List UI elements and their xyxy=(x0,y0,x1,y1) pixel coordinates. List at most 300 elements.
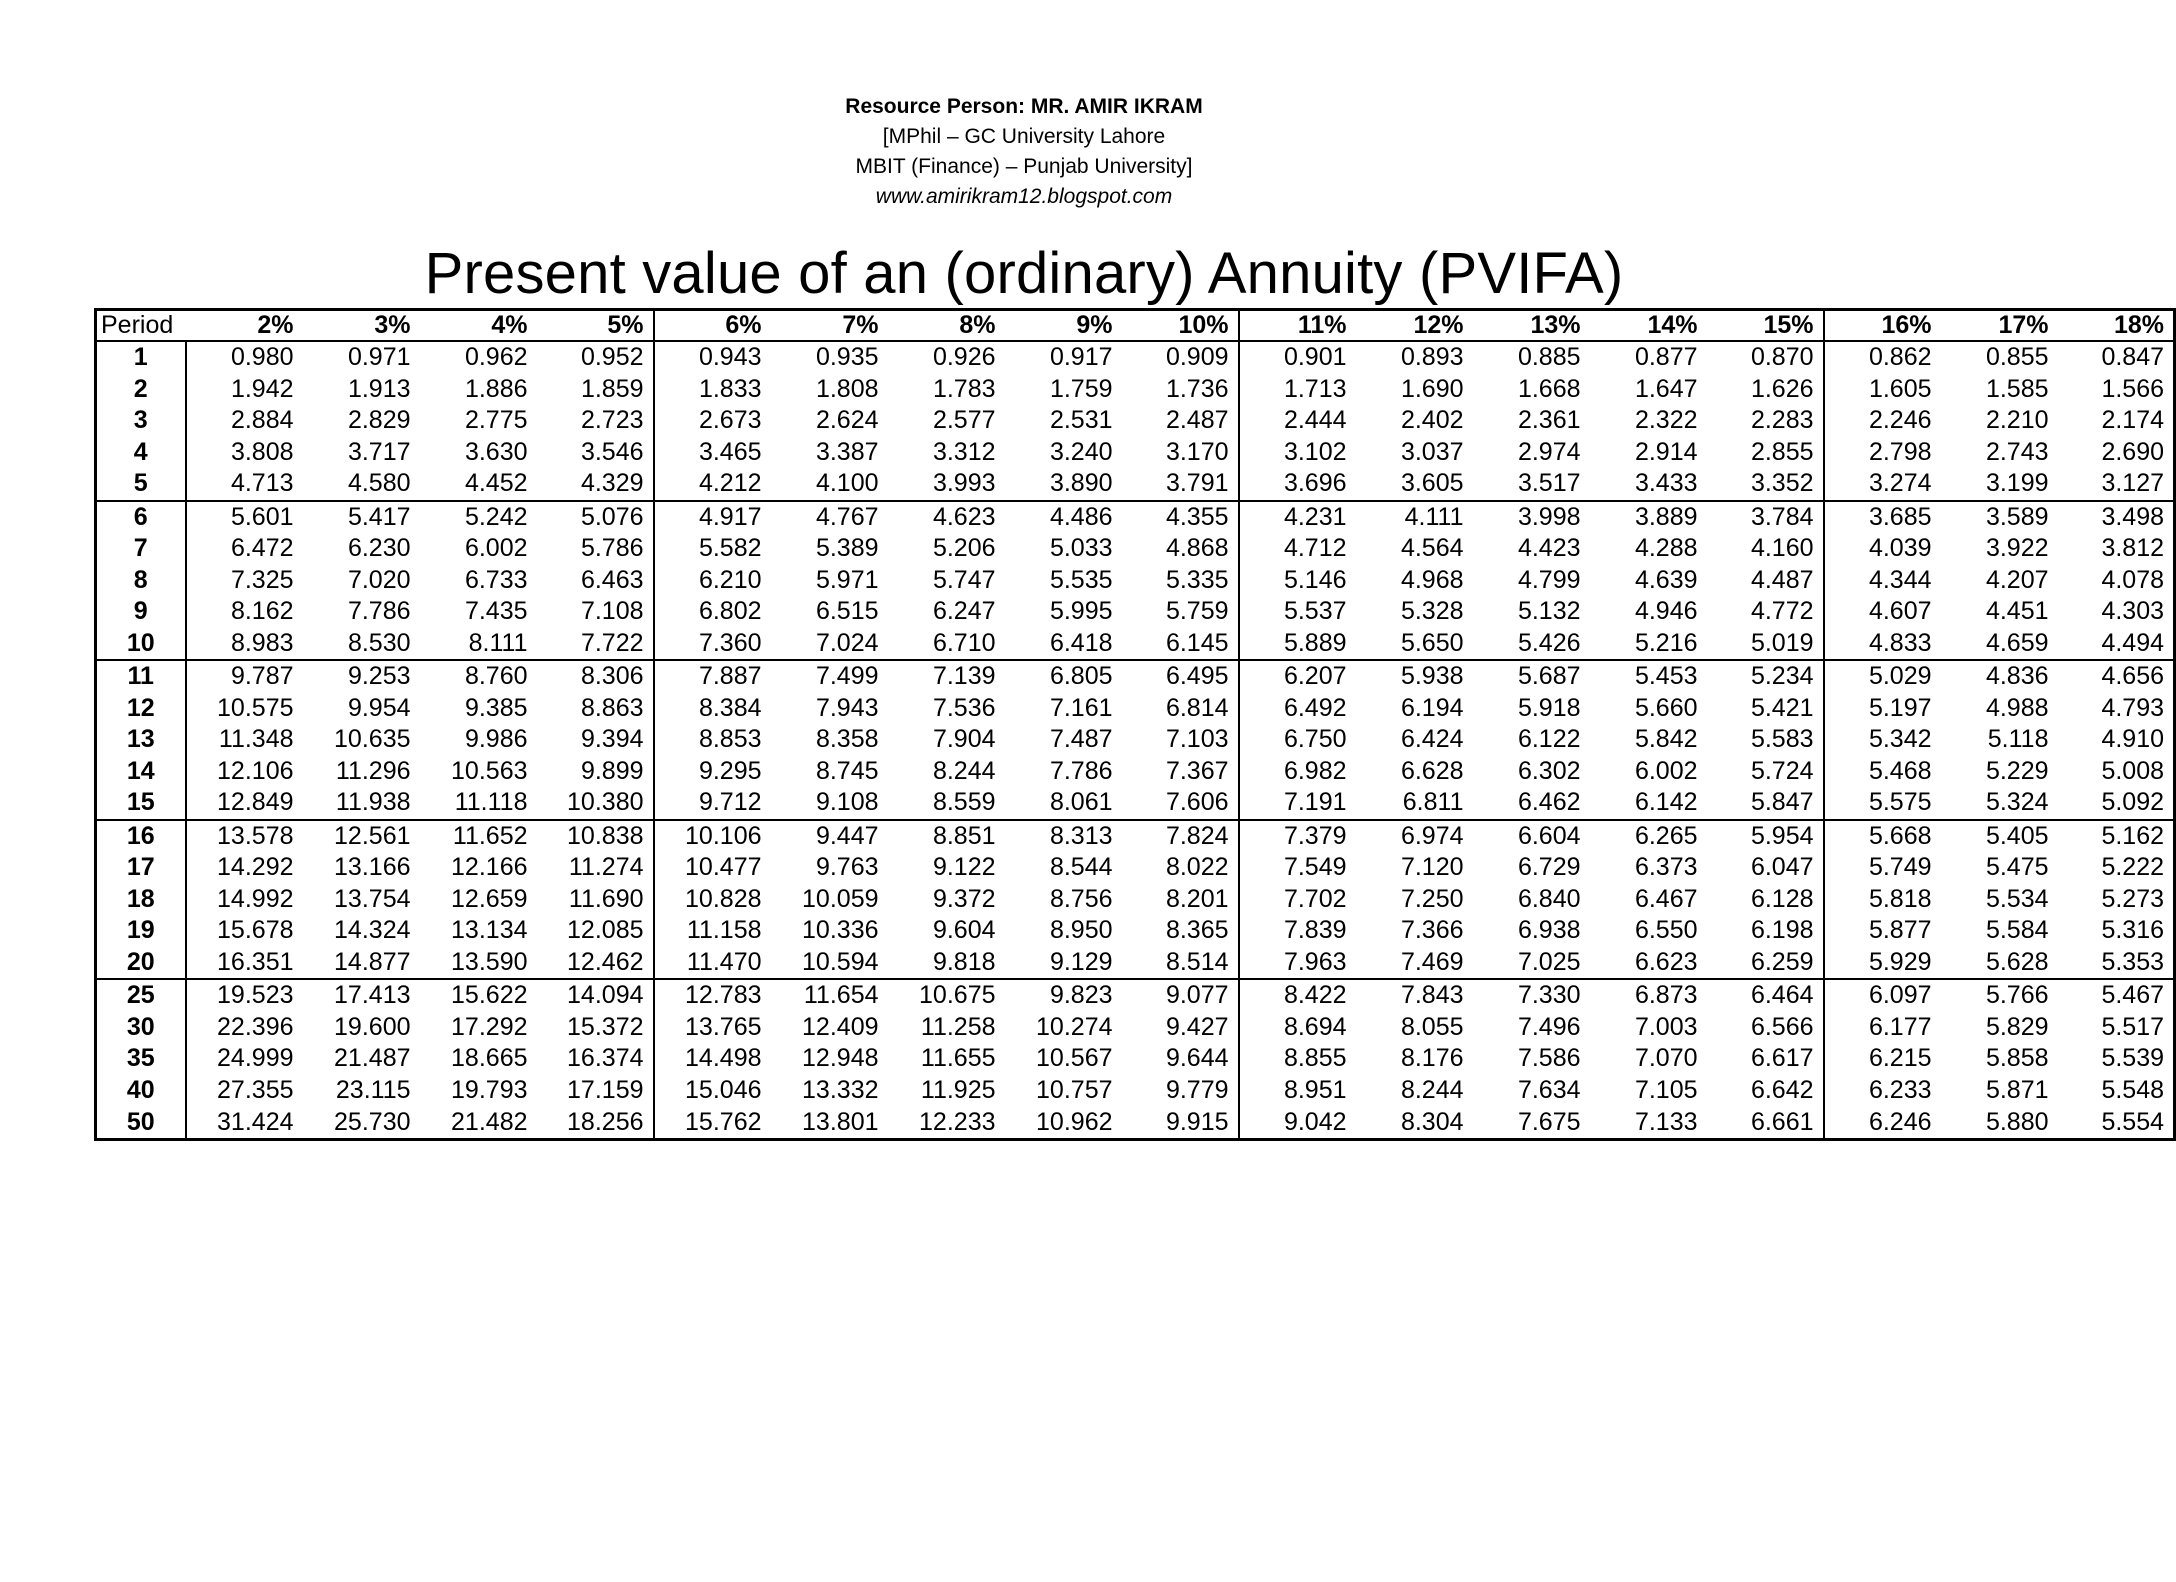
factor-cell: 9.915 xyxy=(1122,1106,1239,1139)
factor-cell: 1.859 xyxy=(537,374,654,405)
factor-cell: 4.212 xyxy=(654,468,771,501)
table-row xyxy=(96,501,2175,534)
factor-cell: 6.710 xyxy=(888,628,1005,661)
factor-cell: 8.365 xyxy=(1122,915,1239,946)
factor-cell: 12.849 xyxy=(186,787,303,820)
factor-cell: 25.730 xyxy=(334,1107,411,1136)
period-cell: 9 xyxy=(96,596,186,627)
factor-cell: 2.624 xyxy=(815,406,879,435)
factor-cell: 3.387 xyxy=(815,437,879,466)
factor-cell: 3.274 xyxy=(1824,468,1941,501)
factor-cell: 14.292 xyxy=(217,853,294,882)
resource-person: Resource Person: MR. AMIR IKRAM xyxy=(845,95,1203,118)
factor-cell: 3.890 xyxy=(1005,468,1122,501)
factor-cell: 5.539 xyxy=(2101,1044,2164,1073)
factor-cell: 17.292 xyxy=(451,1012,528,1041)
factor-cell: 15.678 xyxy=(217,916,294,945)
factor-cell: 6.233 xyxy=(1868,1075,1932,1104)
factor-cell: 5.575 xyxy=(1824,787,1941,820)
factor-cell: 4.659 xyxy=(1941,628,2058,661)
factor-cell: 12.948 xyxy=(802,1044,879,1073)
factor-cell: 5.749 xyxy=(1868,853,1932,882)
factor-cell: 6.604 xyxy=(1517,821,1581,850)
factor-cell: 5.316 xyxy=(2101,916,2164,945)
factor-cell: 6.550 xyxy=(1634,916,1698,945)
factor-cell: 12.085 xyxy=(537,915,654,946)
factor-cell: 14.498 xyxy=(685,1044,762,1073)
credential-line-2: MBIT (Finance) – Punjab University] xyxy=(855,155,1193,178)
period-cell: 19 xyxy=(96,915,186,946)
factor-cell: 7.943 xyxy=(815,693,879,722)
factor-cell: 10.274 xyxy=(1036,1012,1113,1041)
factor-cell: 3.037 xyxy=(1400,437,1464,466)
factor-cell: 6.492 xyxy=(1283,693,1347,722)
factor-cell: 9.108 xyxy=(771,787,888,820)
factor-cell: 9.818 xyxy=(888,947,1005,980)
factor-cell: 5.475 xyxy=(1985,853,2049,882)
factor-cell: 22.396 xyxy=(217,1012,294,1041)
factor-cell: 0.870 xyxy=(1707,341,1824,374)
factor-cell: 18.256 xyxy=(537,1106,654,1139)
table-row xyxy=(96,341,2175,374)
factor-cell: 6.047 xyxy=(1707,852,1824,883)
factor-cell: 2.577 xyxy=(932,406,996,435)
rate-header: 13% xyxy=(1473,310,1590,342)
period-cell: 40 xyxy=(96,1075,186,1106)
factor-cell: 1.736 xyxy=(1122,374,1239,405)
factor-cell: 0.847 xyxy=(2101,343,2164,372)
factor-cell: 7.904 xyxy=(932,725,996,754)
factor-cell: 4.656 xyxy=(2101,662,2164,691)
factor-cell: 7.824 xyxy=(1122,820,1239,853)
factor-cell: 6.247 xyxy=(932,597,996,626)
factor-cell: 10.380 xyxy=(537,787,654,820)
factor-cell: 9.394 xyxy=(537,724,654,755)
factor-cell: 5.197 xyxy=(1868,693,1932,722)
factor-cell: 11.938 xyxy=(303,787,420,820)
factor-cell: 6.194 xyxy=(1400,693,1464,722)
factor-cell: 5.929 xyxy=(1824,947,1941,980)
factor-cell: 11.296 xyxy=(335,756,411,785)
factor-cell: 8.983 xyxy=(186,628,303,661)
factor-cell: 6.467 xyxy=(1634,884,1698,913)
period-cell: 7 xyxy=(96,533,186,564)
factor-cell: 24.999 xyxy=(217,1044,294,1073)
factor-cell: 2.884 xyxy=(230,406,294,435)
factor-cell: 7.536 xyxy=(932,693,996,722)
period-cell: 17 xyxy=(96,852,186,883)
factor-cell: 10.106 xyxy=(685,821,762,850)
factor-cell: 5.871 xyxy=(1985,1075,2049,1104)
factor-cell: 11.158 xyxy=(686,916,762,945)
factor-cell: 9.779 xyxy=(1122,1075,1239,1106)
factor-cell: 0.855 xyxy=(1985,343,2049,372)
factor-cell: 5.889 xyxy=(1239,628,1356,661)
factor-cell: 11.348 xyxy=(218,725,294,754)
factor-cell: 4.344 xyxy=(1868,565,1932,594)
factor-cell: 5.008 xyxy=(2101,756,2164,785)
factor-cell: 8.559 xyxy=(888,787,1005,820)
factor-cell: 6.515 xyxy=(815,597,879,626)
factor-cell: 1.808 xyxy=(815,374,879,403)
factor-cell: 3.199 xyxy=(1941,468,2058,501)
factor-cell: 0.862 xyxy=(1868,343,1932,372)
factor-cell: 6.938 xyxy=(1517,916,1581,945)
factor-cell: 3.812 xyxy=(2101,534,2164,563)
factor-cell: 5.242 xyxy=(464,502,528,531)
factor-cell: 4.639 xyxy=(1634,565,1698,594)
factor-cell: 7.330 xyxy=(1517,981,1581,1010)
factor-cell: 5.829 xyxy=(1985,1012,2049,1041)
factor-cell: 1.942 xyxy=(230,374,294,403)
factor-cell: 6.873 xyxy=(1634,981,1698,1010)
factor-cell: 6.302 xyxy=(1517,756,1581,785)
factor-cell: 2.402 xyxy=(1400,406,1464,435)
factor-cell: 9.763 xyxy=(815,853,879,882)
period-cell: 13 xyxy=(96,724,186,755)
factor-cell: 9.295 xyxy=(698,756,762,785)
period-header: Period xyxy=(96,310,186,342)
factor-cell: 5.938 xyxy=(1400,662,1464,691)
factor-cell: 3.784 xyxy=(1707,501,1824,534)
table-row xyxy=(96,565,2175,596)
factor-cell: 6.623 xyxy=(1590,947,1707,980)
factor-cell: 8.061 xyxy=(1005,787,1122,820)
factor-cell: 3.685 xyxy=(1868,502,1932,531)
factor-cell: 1.713 xyxy=(1283,374,1347,403)
factor-cell: 10.962 xyxy=(1036,1107,1113,1136)
factor-cell: 15.622 xyxy=(451,981,528,1010)
factor-cell: 8.745 xyxy=(815,756,879,785)
factor-cell: 6.472 xyxy=(230,534,294,563)
factor-cell: 10.575 xyxy=(217,693,294,722)
factor-cell: 5.877 xyxy=(1868,916,1932,945)
factor-cell: 7.487 xyxy=(1049,725,1113,754)
period-cell: 10 xyxy=(96,628,186,661)
factor-cell: 8.530 xyxy=(303,628,420,661)
factor-cell: 6.002 xyxy=(1634,756,1698,785)
table-row xyxy=(96,947,2175,980)
factor-cell: 2.829 xyxy=(347,406,411,435)
factor-cell: 7.722 xyxy=(537,628,654,661)
factor-cell: 0.917 xyxy=(1049,343,1113,372)
factor-cell: 8.313 xyxy=(1049,821,1113,850)
factor-cell: 9.712 xyxy=(654,787,771,820)
factor-cell: 8.306 xyxy=(537,660,654,693)
factor-cell: 4.713 xyxy=(186,468,303,501)
factor-cell: 6.215 xyxy=(1868,1044,1932,1073)
factor-cell: 5.335 xyxy=(1122,565,1239,596)
factor-cell: 5.995 xyxy=(1049,597,1113,626)
factor-cell: 3.998 xyxy=(1517,502,1581,531)
factor-cell: 11.258 xyxy=(920,1012,996,1041)
factor-cell: 5.342 xyxy=(1868,725,1932,754)
factor-cell: 6.982 xyxy=(1283,756,1347,785)
factor-cell: 5.234 xyxy=(1707,660,1824,693)
factor-cell: 5.076 xyxy=(537,501,654,534)
table-row xyxy=(96,820,2175,853)
factor-cell: 14.992 xyxy=(217,884,294,913)
rate-header: 3% xyxy=(303,310,420,342)
factor-cell: 6.142 xyxy=(1590,787,1707,820)
factor-cell: 8.950 xyxy=(1049,916,1113,945)
factor-cell: 4.355 xyxy=(1122,501,1239,534)
factor-cell: 0.943 xyxy=(698,343,762,372)
factor-cell: 5.724 xyxy=(1707,756,1824,787)
period-cell: 16 xyxy=(96,820,186,853)
factor-cell: 5.584 xyxy=(1985,916,2049,945)
period-cell: 3 xyxy=(96,405,186,436)
factor-cell: 5.747 xyxy=(932,565,996,594)
factor-cell: 4.423 xyxy=(1517,534,1581,563)
period-cell: 6 xyxy=(96,501,186,534)
period-cell: 25 xyxy=(96,979,186,1012)
factor-cell: 7.367 xyxy=(1122,756,1239,787)
factor-cell: 6.617 xyxy=(1707,1043,1824,1074)
factor-cell: 21.487 xyxy=(334,1044,411,1073)
factor-cell: 4.712 xyxy=(1283,534,1347,563)
factor-cell: 7.366 xyxy=(1400,916,1464,945)
factor-cell: 7.469 xyxy=(1356,947,1473,980)
factor-cell: 6.811 xyxy=(1356,787,1473,820)
factor-cell: 11.925 xyxy=(920,1075,996,1104)
factor-cell: 5.353 xyxy=(2058,947,2175,980)
factor-cell: 11.655 xyxy=(920,1044,996,1073)
factor-cell: 7.379 xyxy=(1283,821,1347,850)
factor-cell: 4.039 xyxy=(1868,534,1932,563)
factor-cell: 5.847 xyxy=(1707,787,1824,820)
factor-cell: 1.585 xyxy=(1985,374,2049,403)
factor-cell: 0.962 xyxy=(464,343,528,372)
factor-cell: 7.070 xyxy=(1634,1044,1698,1073)
factor-cell: 9.427 xyxy=(1122,1012,1239,1043)
factor-cell: 2.673 xyxy=(698,406,762,435)
factor-cell: 3.696 xyxy=(1239,468,1356,501)
rate-header: 5% xyxy=(537,310,654,342)
table-row xyxy=(96,693,2175,724)
factor-cell: 0.971 xyxy=(347,343,411,372)
factor-cell: 1.626 xyxy=(1707,374,1824,405)
factor-cell: 10.594 xyxy=(771,947,888,980)
rate-header: 6% xyxy=(654,310,771,342)
factor-cell: 5.273 xyxy=(2101,884,2164,913)
factor-cell: 3.791 xyxy=(1122,468,1239,501)
rate-header: 11% xyxy=(1239,310,1356,342)
factor-cell: 12.166 xyxy=(451,853,528,882)
table-row xyxy=(96,756,2175,787)
factor-cell: 10.567 xyxy=(1036,1044,1113,1073)
factor-cell: 3.605 xyxy=(1356,468,1473,501)
factor-cell: 5.229 xyxy=(1985,756,2049,785)
factor-cell: 13.801 xyxy=(802,1107,879,1136)
factor-cell: 7.496 xyxy=(1517,1012,1581,1041)
factor-cell: 0.893 xyxy=(1400,343,1464,372)
factor-cell: 12.462 xyxy=(537,947,654,980)
factor-cell: 2.361 xyxy=(1517,406,1581,435)
period-cell: 8 xyxy=(96,565,186,596)
factor-cell: 2.775 xyxy=(464,406,528,435)
factor-cell: 5.858 xyxy=(1985,1044,2049,1073)
factor-cell: 5.328 xyxy=(1400,597,1464,626)
factor-cell: 6.207 xyxy=(1283,662,1347,691)
factor-cell: 7.360 xyxy=(654,628,771,661)
factor-cell: 9.644 xyxy=(1122,1043,1239,1074)
factor-cell: 10.059 xyxy=(802,884,879,913)
period-cell: 20 xyxy=(96,947,186,980)
factor-cell: 7.675 xyxy=(1517,1107,1581,1136)
factor-cell: 0.952 xyxy=(537,341,654,374)
rate-header: 12% xyxy=(1356,310,1473,342)
factor-cell: 3.546 xyxy=(537,437,654,468)
factor-cell: 5.537 xyxy=(1283,597,1347,626)
factor-cell: 9.447 xyxy=(815,821,879,850)
rate-header: 18% xyxy=(2058,310,2175,342)
period-cell: 14 xyxy=(96,756,186,787)
factor-cell: 23.115 xyxy=(335,1075,411,1104)
factor-cell: 27.355 xyxy=(217,1075,294,1104)
table-row xyxy=(96,884,2175,915)
period-cell: 2 xyxy=(96,374,186,405)
factor-cell: 4.767 xyxy=(815,502,879,531)
factor-cell: 7.191 xyxy=(1239,787,1356,820)
factor-cell: 8.384 xyxy=(698,693,762,722)
factor-cell: 5.132 xyxy=(1517,597,1581,626)
factor-cell: 4.988 xyxy=(1985,693,2049,722)
rate-header: 15% xyxy=(1707,310,1824,342)
table-row xyxy=(96,374,2175,405)
factor-cell: 2.974 xyxy=(1517,437,1581,466)
factor-cell: 6.424 xyxy=(1400,725,1464,754)
factor-cell: 12.561 xyxy=(334,821,411,850)
factor-cell: 3.498 xyxy=(2101,502,2164,531)
table-row xyxy=(96,596,2175,627)
factor-cell: 5.918 xyxy=(1517,693,1581,722)
factor-cell: 5.554 xyxy=(2101,1107,2164,1136)
factor-cell: 5.468 xyxy=(1868,756,1932,785)
factor-cell: 4.451 xyxy=(1985,597,2049,626)
factor-cell: 8.863 xyxy=(537,693,654,724)
factor-cell: 2.914 xyxy=(1634,437,1698,466)
factor-cell: 6.210 xyxy=(698,565,762,594)
factor-cell: 8.544 xyxy=(1049,853,1113,882)
factor-cell: 4.793 xyxy=(2101,693,2164,722)
table-body xyxy=(96,341,2175,1140)
table-row xyxy=(96,468,2175,501)
factor-cell: 7.020 xyxy=(347,565,411,594)
factor-cell: 4.623 xyxy=(932,502,996,531)
factor-cell: 9.604 xyxy=(932,916,996,945)
factor-cell: 6.418 xyxy=(1005,628,1122,661)
factor-cell: 7.161 xyxy=(1049,693,1113,722)
factor-cell: 6.122 xyxy=(1517,725,1581,754)
table-row xyxy=(96,533,2175,564)
rate-header: 17% xyxy=(1941,310,2058,342)
factor-cell: 11.470 xyxy=(654,947,771,980)
factor-cell: 5.092 xyxy=(2058,787,2175,820)
factor-cell: 14.324 xyxy=(334,916,411,945)
factor-cell: 8.111 xyxy=(420,628,537,661)
factor-cell: 5.759 xyxy=(1122,596,1239,627)
factor-cell: 2.174 xyxy=(2101,406,2164,435)
factor-cell: 19.600 xyxy=(334,1012,411,1041)
factor-cell: 6.259 xyxy=(1707,947,1824,980)
factor-cell: 5.118 xyxy=(1987,725,2049,754)
factor-cell: 6.265 xyxy=(1634,821,1698,850)
factor-cell: 4.207 xyxy=(1985,565,2049,594)
rate-header: 4% xyxy=(420,310,537,342)
factor-cell: 10.563 xyxy=(451,756,528,785)
factor-cell: 3.312 xyxy=(932,437,996,466)
factor-cell: 0.926 xyxy=(932,343,996,372)
factor-cell: 6.097 xyxy=(1868,981,1932,1010)
factor-cell: 19.793 xyxy=(451,1075,528,1104)
factor-cell: 8.855 xyxy=(1283,1044,1347,1073)
factor-cell: 4.078 xyxy=(2101,565,2164,594)
header-row xyxy=(96,310,2175,342)
factor-cell: 3.717 xyxy=(347,437,411,466)
factor-cell: 10.635 xyxy=(334,725,411,754)
factor-cell: 5.033 xyxy=(1049,534,1113,563)
factor-cell: 16.374 xyxy=(537,1043,654,1074)
factor-cell: 6.974 xyxy=(1400,821,1464,850)
rate-header: 8% xyxy=(888,310,1005,342)
factor-cell: 2.743 xyxy=(1985,437,2049,466)
factor-cell: 8.853 xyxy=(698,725,762,754)
factor-cell: 11.654 xyxy=(803,981,879,1010)
factor-cell: 9.899 xyxy=(537,756,654,787)
period-cell: 4 xyxy=(96,437,186,468)
period-cell: 35 xyxy=(96,1043,186,1074)
rate-header: 14% xyxy=(1590,310,1707,342)
factor-cell: 8.756 xyxy=(1049,884,1113,913)
table-row xyxy=(96,1043,2175,1074)
factor-cell: 3.240 xyxy=(1049,437,1113,466)
factor-cell: 6.464 xyxy=(1707,979,1824,1012)
factor-cell: 9.129 xyxy=(1005,947,1122,980)
factor-cell: 10.477 xyxy=(685,853,762,882)
factor-cell: 5.880 xyxy=(1985,1107,2049,1136)
factor-cell: 11.118 xyxy=(420,787,537,820)
factor-cell: 9.823 xyxy=(1049,981,1113,1010)
factor-cell: 0.901 xyxy=(1283,343,1347,372)
period-cell: 12 xyxy=(96,693,186,724)
factor-cell: 7.435 xyxy=(464,597,528,626)
factor-cell: 7.549 xyxy=(1283,853,1347,882)
factor-cell: 8.760 xyxy=(464,662,528,691)
factor-cell: 7.024 xyxy=(771,628,888,661)
factor-cell: 9.253 xyxy=(347,662,411,691)
factor-cell: 19.523 xyxy=(217,981,294,1010)
factor-cell: 1.833 xyxy=(698,374,762,403)
factor-cell: 7.586 xyxy=(1517,1044,1581,1073)
factor-cell: 5.421 xyxy=(1707,693,1824,724)
factor-cell: 4.564 xyxy=(1400,534,1464,563)
factor-cell: 3.808 xyxy=(230,437,294,466)
factor-cell: 8.694 xyxy=(1283,1012,1347,1041)
factor-cell: 7.103 xyxy=(1122,724,1239,755)
factor-cell: 7.786 xyxy=(1049,756,1113,785)
factor-cell: 0.909 xyxy=(1122,341,1239,374)
factor-cell: 5.818 xyxy=(1868,884,1932,913)
document-header xyxy=(0,92,2048,212)
factor-cell: 9.385 xyxy=(464,693,528,722)
factor-cell: 21.482 xyxy=(451,1107,528,1136)
factor-cell: 9.077 xyxy=(1122,979,1239,1012)
period-cell: 5 xyxy=(96,468,186,501)
factor-cell: 16.351 xyxy=(186,947,303,980)
factor-cell: 4.580 xyxy=(303,468,420,501)
table-row xyxy=(96,724,2175,755)
